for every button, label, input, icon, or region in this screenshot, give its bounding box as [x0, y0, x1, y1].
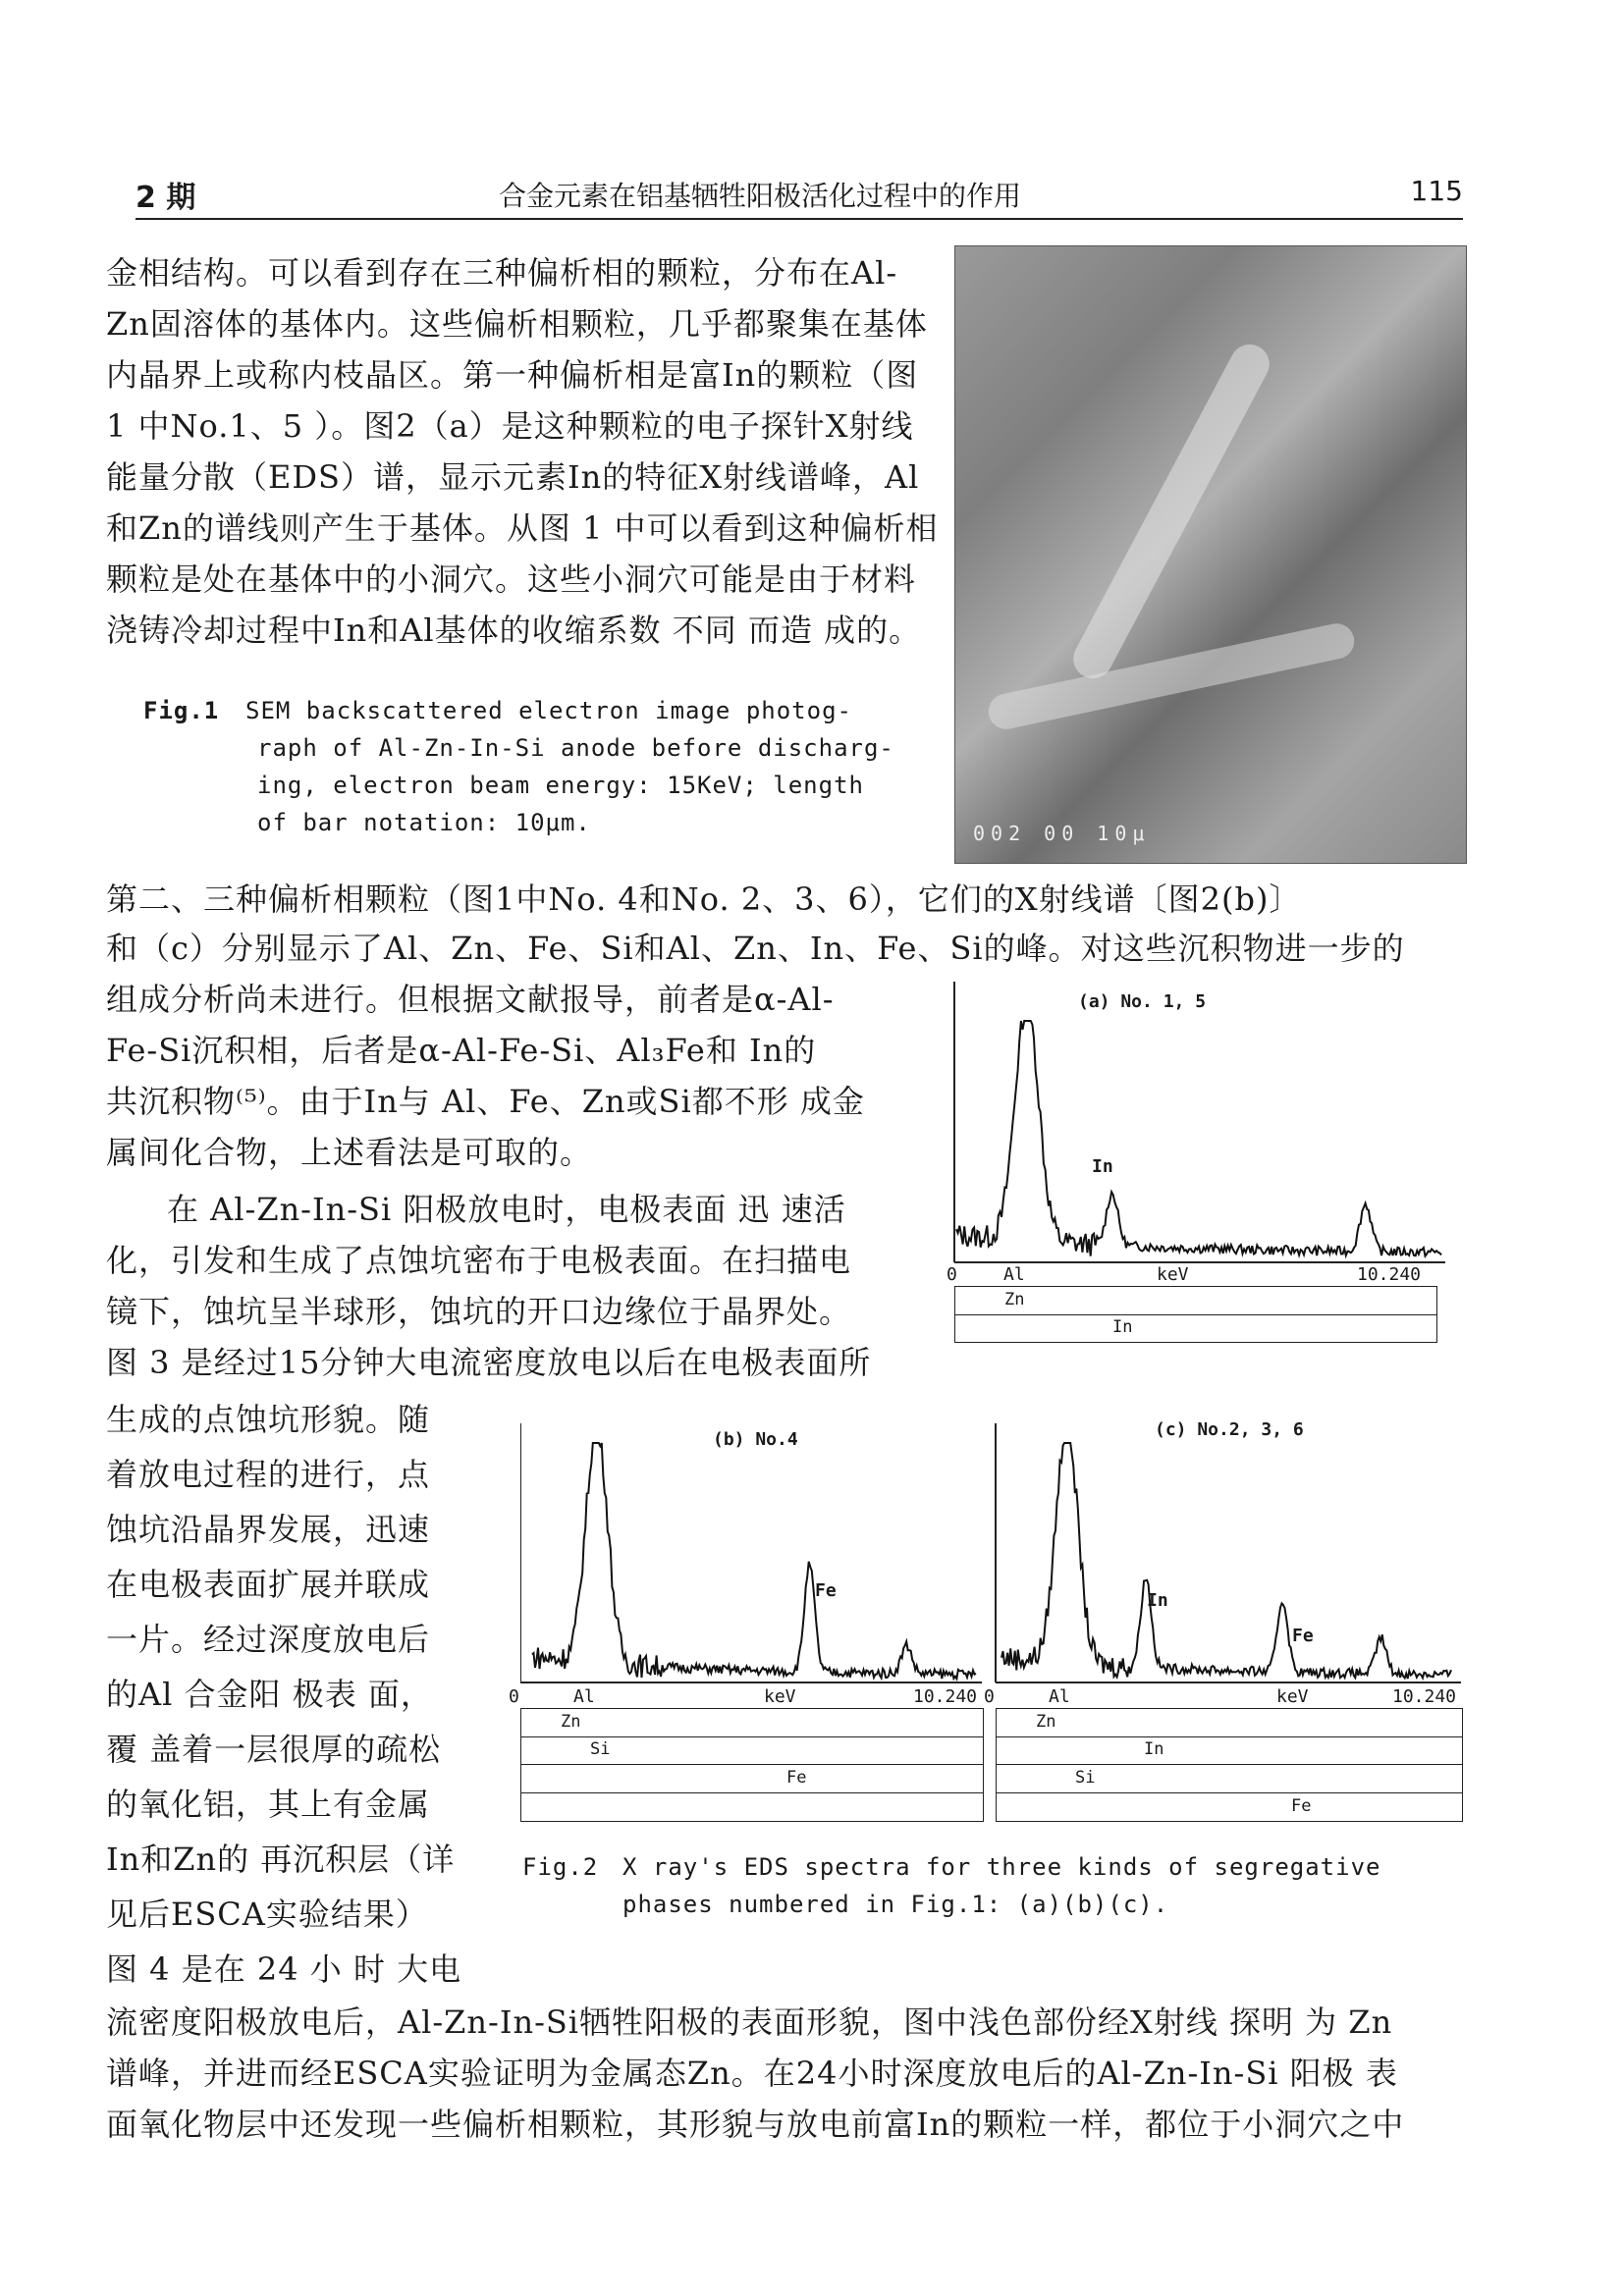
text-line: 和Zn的谱线则产生于基体。从图 1 中可以看到这种偏析相	[106, 509, 939, 547]
marker-row-empty	[520, 1793, 984, 1822]
text-line: 和（c）分别显示了Al、Zn、Fe、Si和Al、Zn、In、Fe、Si的峰。对这些沉积物进一步的	[106, 930, 1405, 967]
text-line: 内晶界上或称内枝晶区。第一种偏析相是富In的颗粒（图	[106, 356, 919, 394]
text-line: 面氧化物层中还发现一些偏析相颗粒，其形貌与放电前富In的颗粒一样，都位于小洞穴之中	[106, 2106, 1405, 2143]
x-tick-min: 0	[509, 1686, 519, 1707]
text-line: 图 3 是经过15分钟大电流密度放电以后在电极表面所	[106, 1344, 872, 1381]
x-tick-max: 10.240	[913, 1686, 978, 1707]
x-tick-max: 10.240	[1392, 1686, 1457, 1707]
x-axis-label: keV	[1276, 1686, 1309, 1707]
text-line: 1 中No.1、5 ）。图2（a）是这种颗粒的电子探针X射线	[106, 407, 914, 445]
text-line: 组成分析尚未进行。但根据文献报导，前者是α-Al-	[106, 981, 835, 1018]
marker-zn: Zn	[561, 1712, 581, 1732]
running-header	[135, 173, 1463, 220]
text-line: 在电极表面扩展并联成	[106, 1566, 431, 1603]
marker-zn: Zn	[1036, 1712, 1056, 1732]
caption-line: phases numbered in Fig.1: (a)(b)(c).	[622, 1891, 1169, 1918]
marker-zn: Zn	[1004, 1290, 1025, 1309]
text-line: 谱峰，并进而经ESCA实验证明为金属态Zn。在24小时深度放电后的Al-Zn-In-Si 阳极 表	[106, 2055, 1398, 2092]
fig2-label: Fig.2	[522, 1853, 599, 1881]
text-line: 覆 盖着一层很厚的疏松	[106, 1731, 442, 1768]
marker-si: Si	[1075, 1768, 1096, 1788]
peak-label-fe: Fe	[815, 1580, 837, 1601]
spectrum-line	[1001, 1443, 1451, 1679]
marker-si: Si	[590, 1739, 611, 1759]
text-line: 在 Al-Zn-In-Si 阳极放电时，电极表面 迅 速活	[167, 1191, 846, 1228]
x-tick-min: 0	[984, 1686, 995, 1707]
marker-in: In	[1112, 1317, 1133, 1337]
spectrum-title: (a) No. 1, 5	[1078, 991, 1207, 1012]
text-line: 的Al 合金阳 极表 面，	[106, 1676, 433, 1713]
spectrum-c-plot	[990, 1404, 1465, 1698]
text-line: 金相结构。可以看到存在三种偏析相的颗粒，分布在Al-	[106, 254, 898, 292]
x-axis-label: keV	[1157, 1264, 1189, 1285]
text-line: 第二、三种偏析相颗粒（图1中No. 4和No. 2、3、6），它们的X射线谱〔图2(b)〕	[106, 881, 1302, 918]
marker-row-in	[996, 1736, 1463, 1765]
spectrum-title: (c) No.2, 3, 6	[1155, 1419, 1304, 1440]
spectrum-c	[984, 1404, 1465, 1836]
caption-line: X ray's EDS spectra for three kinds of segregative	[622, 1853, 1381, 1881]
issue-number: 2 期	[135, 181, 196, 215]
x-axis-label: keV	[764, 1686, 796, 1707]
spectrum-title: (b) No.4	[713, 1429, 798, 1450]
spectrum-line	[956, 1021, 1441, 1256]
marker-row-fe	[520, 1765, 984, 1793]
marker-row-zn	[520, 1708, 984, 1737]
peak-label-fe: Fe	[1292, 1626, 1314, 1646]
caption-line: of bar notation: 10μm.	[257, 809, 591, 836]
text-line: 镜下，蚀坑呈半球形，蚀坑的开口边缘位于晶界处。	[106, 1293, 852, 1330]
axis-marker-al: Al	[573, 1686, 595, 1707]
text-line: 的氧化铝，其上有金属	[106, 1786, 431, 1823]
text-line: 化，引发和生成了点蚀坑密布于电极表面。在扫描电	[106, 1242, 852, 1279]
text-line: 浇铸冷却过程中In和Al基体的收缩系数 不同 而造 成的。	[106, 612, 922, 649]
scale-bar-label: 002 00 10μ	[973, 822, 1151, 845]
text-line: Zn固溶体的基体内。这些偏析相颗粒，几乎都聚集在基体	[106, 305, 928, 343]
running-title: 合金元素在铝基牺牲阳极活化过程中的作用	[499, 180, 1022, 212]
x-tick-min: 0	[947, 1264, 957, 1285]
spectrum-a-plot	[945, 982, 1455, 1286]
marker-fe: Fe	[786, 1768, 807, 1788]
text-line: Fe-Si沉积相，后者是α-Al-Fe-Si、Al₃Fe和 In的	[106, 1032, 817, 1069]
spectrum-a	[945, 982, 1455, 1357]
caption-line: SEM backscattered electron image photog-	[245, 697, 852, 724]
fig1-label: Fig.1	[143, 697, 220, 724]
sem-photo	[954, 245, 1467, 864]
marker-fe: Fe	[1291, 1796, 1312, 1816]
marker-row-zn	[996, 1708, 1463, 1737]
marker-row-si	[996, 1765, 1463, 1793]
text-line: 蚀坑沿晶界发展，迅速	[106, 1511, 431, 1548]
peak-label-in: In	[1092, 1156, 1113, 1177]
text-line: 颗粒是处在基体中的小洞穴。这些小洞穴可能是由于材料	[106, 561, 917, 598]
page-number: 115	[1410, 175, 1463, 207]
caption-line: raph of Al-Zn-In-Si anode before discharg-	[257, 734, 894, 762]
text-line: 见后ESCA实验结果）	[106, 1896, 428, 1933]
peak-label-in: In	[1147, 1590, 1168, 1611]
text-line: 共沉积物⁽⁵⁾。由于In与 Al、Fe、Zn或Si都不形 成金	[106, 1083, 865, 1120]
axis-marker-al: Al	[1049, 1686, 1070, 1707]
axis-marker-al: Al	[1003, 1264, 1025, 1285]
marker-row-fe	[996, 1793, 1463, 1822]
marker-in: In	[1144, 1739, 1164, 1759]
text-line: 生成的点蚀坑形貌。随	[106, 1401, 431, 1438]
caption-line: ing, electron beam energy: 15KeV; length	[257, 772, 864, 799]
x-tick-max: 10.240	[1357, 1264, 1422, 1285]
text-line: 能量分散（EDS）谱，显示元素In的特征X射线谱峰，Al	[106, 458, 920, 496]
marker-row-in	[954, 1314, 1437, 1343]
text-line: 着放电过程的进行，点	[106, 1456, 431, 1493]
spectrum-b	[509, 1404, 990, 1816]
text-line: 流密度阳极放电后，Al-Zn-In-Si牺牲阳极的表面形貌，图中浅色部份经X射线 探明 为 Zn	[106, 2003, 1393, 2041]
text-line: In和Zn的 再沉积层（详	[106, 1841, 456, 1878]
spectrum-line	[532, 1443, 976, 1679]
marker-row-si	[520, 1736, 984, 1765]
text-line: 图 4 是在 24 小 时 大电	[106, 1950, 462, 1988]
marker-row-zn	[954, 1286, 1437, 1315]
text-line: 一片。经过深度放电后	[106, 1621, 431, 1658]
text-line: 属间化合物，上述看法是可取的。	[106, 1134, 593, 1171]
